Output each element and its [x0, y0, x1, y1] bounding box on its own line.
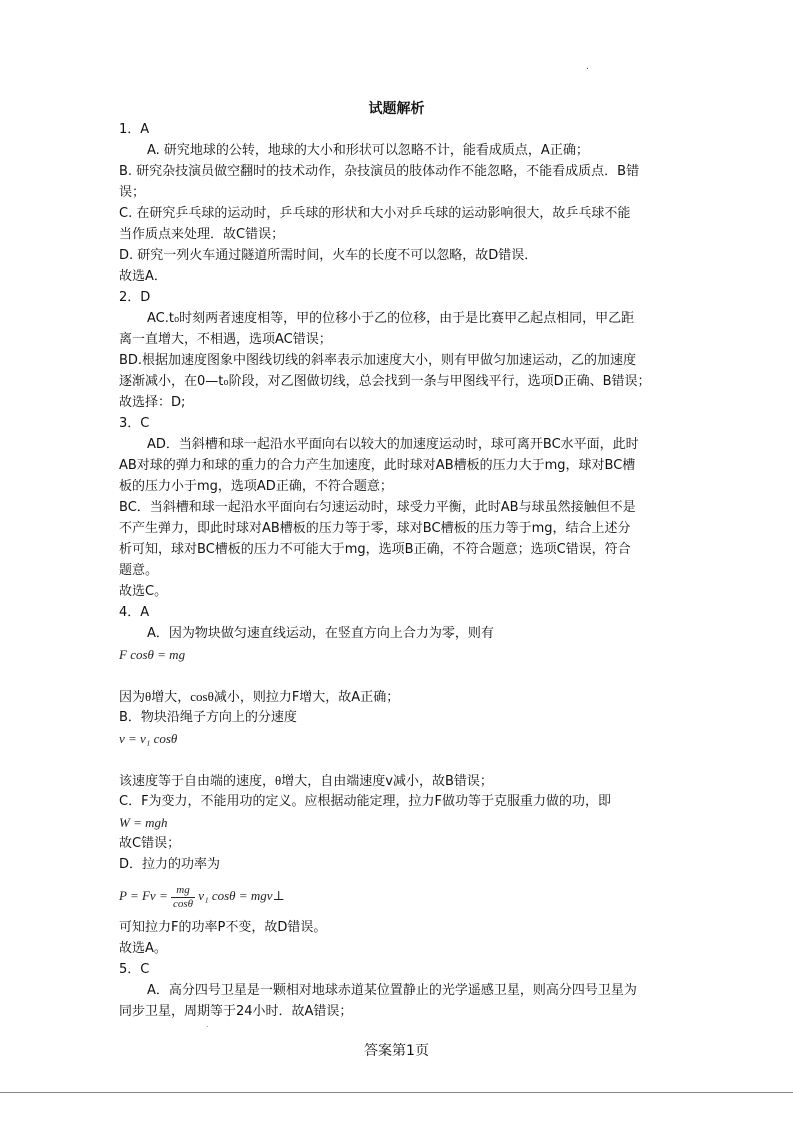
q5-option-a-line2: 同步卫星，周期等于24小时．故A错误； — [119, 1004, 353, 1019]
q2-bd-line1: BD.根据加速度图象中图线切线的斜率表示加速度大小，则有甲做匀加速运动，乙的加速度 — [119, 353, 637, 368]
fraction-denominator: cosθ — [172, 897, 194, 910]
cos-theta-symbol: cosθ — [190, 689, 214, 704]
q4-conclusion: 故选A。 — [119, 941, 167, 956]
q3-bc-line2: 不产生弹力，即此时球对AB槽板的压力等于零，球对BC槽板的压力等于mg，结合上述分 — [119, 521, 631, 536]
q5-answer: 5．C — [119, 962, 150, 977]
q4-option-d-line1: D．拉力的功率为 — [119, 857, 221, 872]
formula-force-balance: F cosθ = mg — [119, 647, 186, 662]
small-mark: . — [206, 1020, 209, 1029]
q3-bc-line1: BC．当斜槽和球一起沿水平面向右匀速运动时，球受力平衡，此时AB与球虽然接触但不是 — [119, 500, 636, 515]
formula-velocity-component: v = v₁ cosθ — [119, 731, 178, 746]
q1-option-b-line1: B. 研究杂技演员做空翻时的技术动作，杂技演员的肢体动作不能忽略，不能看成质点．B错 — [119, 164, 640, 179]
q2-ac-line1: AC.t₀时刻两者速度相等，甲的位移小于乙的位移，由于是比赛甲乙起点相同，甲乙距 — [147, 311, 635, 326]
q1-answer: 1．A — [119, 122, 150, 137]
q3-answer: 3．C — [119, 416, 150, 431]
formula-fragment: v₁ cosθ = mgv⊥ — [198, 888, 285, 903]
q3-bc-line3: 析可知，球对BC槽板的压力不可能大于mg，选项B正确，不符合题意；选项C错误，符合 — [119, 542, 631, 557]
page-bottom-rule — [0, 1092, 793, 1093]
q1-option-c-line2: 当作质点来处理．故C错误； — [119, 227, 285, 242]
q4-option-a-line2 — [119, 686, 679, 707]
header-mark: . — [586, 62, 589, 72]
text-fragment: 因为 — [119, 690, 146, 705]
q1-conclusion: 故选A． — [119, 269, 167, 284]
text-fragment: 增大，自由端速度v减小，故B错误； — [281, 774, 493, 789]
text-fragment: 增大， — [151, 690, 191, 705]
text-fragment: 该速度等于自由端的速度， — [119, 774, 276, 789]
q4-option-c-line2: 故C错误； — [119, 836, 181, 851]
theta-symbol: θ — [275, 773, 282, 788]
q2-ac-line2: 离一直增大，不相遇，选项AC错误； — [119, 332, 332, 347]
q1-option-d: D. 研究一列火车通过隧道所需时间，火车的长度不可以忽略，故D错误． — [119, 248, 538, 263]
q3-conclusion: 故选C。 — [119, 584, 168, 599]
q4-option-d-line2: 可知拉力F的功率P不变，故D错误。 — [119, 920, 327, 935]
q2-answer: 2．D — [119, 290, 151, 305]
q3-bc-line4: 题意。 — [119, 563, 159, 578]
spacer — [119, 749, 679, 770]
q5-option-a-line1: A．高分四号卫星是一颗相对地球赤道某位置静止的光学遥感卫星，则高分四号卫星为 — [147, 983, 637, 998]
q3-ad-line2: AB对球的弹力和球的重力的合力产生加速度，此时球对AB槽板的压力大于mg，球对BC槽 — [119, 458, 636, 473]
q1-option-b-line2: 误； — [119, 185, 146, 200]
solutions-body — [119, 119, 679, 1022]
q2-bd-line2: 逐渐减小，在0—t₀阶段，对乙图做切线，总会找到一条与甲图线平行，选项D正确、B错误； — [119, 374, 651, 389]
fraction — [171, 884, 195, 911]
q4-option-a-line1: A．因为物块做匀速直线运动，在竖直方向上合力为零，则有 — [147, 626, 494, 641]
q1-option-a: A. 研究地球的公转，地球的大小和形状可以忽略不计，能看成质点，A正确； — [147, 143, 589, 158]
q4-option-b-line2 — [119, 770, 679, 791]
q2-conclusion: 故选择：D; — [119, 395, 186, 410]
theta-symbol: θ — [145, 689, 152, 704]
q3-ad-line1: AD．当斜槽和球一起沿水平面向右以较大的加速度运动时，球可离开BC水平面，此时 — [147, 437, 639, 452]
page-footer: 答案第1页 — [364, 1043, 429, 1059]
q1-option-c-line1: C. 在研究乒乓球的运动时，乒乓球的形状和大小对乒乓球的运动影响很大，故乒乓球不能 — [119, 206, 631, 221]
q4-option-c-line1: C．F为变力，不能用功的定义。应根据动能定理，拉力F做功等于克服重力做的功，即 — [119, 794, 612, 809]
page-title: 试题解析 — [368, 101, 425, 117]
q3-ad-line3: 板的压力小于mg，选项AD正确，不符合题意； — [119, 479, 393, 494]
q4-answer: 4．A — [119, 605, 150, 620]
spacer — [119, 665, 679, 686]
formula-fragment: P = Fv = — [119, 888, 168, 903]
text-fragment: 减小，则拉力F增大，故A正确； — [213, 690, 400, 705]
formula-power — [119, 875, 679, 917]
q4-option-b-line1: B．物块沿绳子方向上的分速度 — [119, 710, 297, 725]
fraction-numerator: mg — [171, 884, 195, 898]
formula-work: W = mgh — [119, 815, 168, 830]
